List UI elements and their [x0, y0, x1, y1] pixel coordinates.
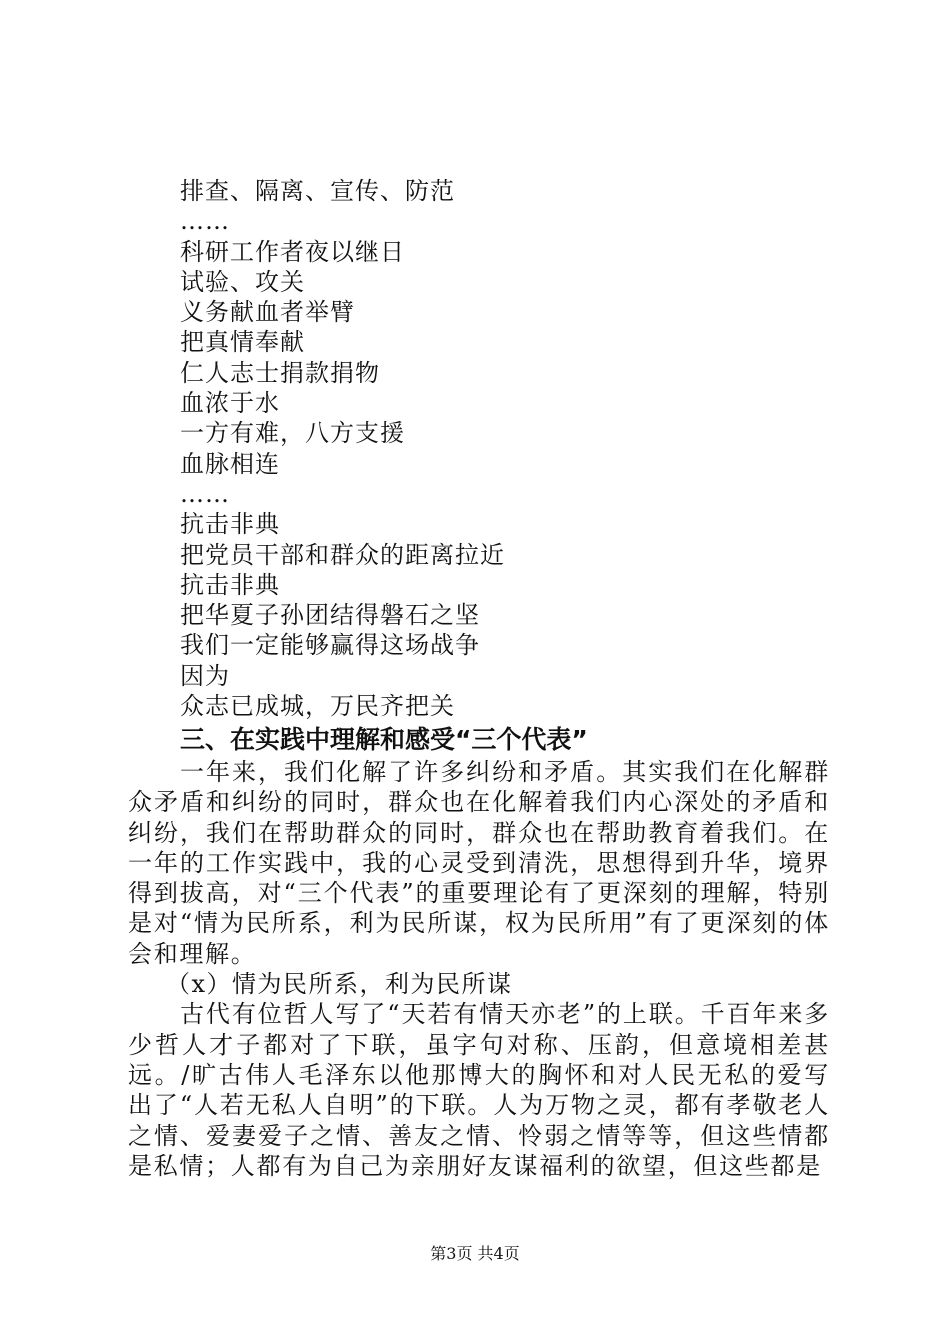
- poem-line: 抗击非典: [180, 570, 280, 599]
- poem-line: 排查、隔离、宣传、防范: [180, 177, 455, 205]
- poem-line: 血脉相连: [180, 449, 280, 478]
- section-heading: 三、在实践中理解和感受“三个代表”: [180, 725, 588, 754]
- body-paragraph: 古代有位哲人写了“天若有情天亦老”的上联。千百年来多少哲人才子都对了下联，虽字句对称、压韵，但意境相差甚远。/旷古伟人毛泽东以他那博大的胸怀和对人民无私的爱写出了“人若无私人自明”的下联。人为万物之灵，都有孝敬老人之情、爱妻爱子之情、善友之情、怜弱之情等等，但这些情都是私情；人都有为自己为亲朋好友谋福利的欲望，但这些都是: [128, 1000, 830, 1180]
- poem-block: [180, 176, 820, 721]
- poem-line: 因为: [180, 661, 230, 690]
- poem-line: 试验、攻关: [180, 267, 305, 296]
- poem-line: 科研工作者夜以继日: [180, 237, 405, 266]
- poem-line: 把真情奉献: [180, 328, 305, 357]
- poem-line: 把党员干部和群众的距离拉近: [180, 540, 505, 569]
- poem-line: 众志已成城，万民齐把关: [180, 692, 455, 721]
- poem-line: 仁人志士捐款捐物: [180, 358, 380, 387]
- poem-line: ……: [180, 207, 230, 236]
- poem-line: ……: [180, 479, 230, 508]
- sub-heading: （x）情为民所系，利为民所谋: [166, 970, 513, 999]
- poem-line: 把华夏子孙团结得磐石之坚: [180, 601, 480, 630]
- body-text: [128, 757, 830, 1181]
- page-footer: 第3页 共4页: [430, 1244, 520, 1263]
- body-paragraph: 一年来，我们化解了许多纠纷和矛盾。其实我们在化解群众矛盾和纠纷的同时，群众也在化解着我们内心深处的矛盾和纠纷，我们在帮助群众的同时，群众也在帮助教育着我们。在一年的工作实践中，我的心灵受到清洗，思想得到升华，境界得到拔高，对“三个代表”的重要理论有了更深刻的理解，特别是对“情为民所系，利为民所谋，权为民所用”有了更深刻的体会和理解。: [128, 758, 830, 968]
- poem-line: 我们一定能够赢得这场战争: [180, 631, 480, 660]
- poem-line: 血浓于水: [180, 389, 280, 418]
- poem-line: 抗击非典: [180, 510, 280, 539]
- poem-line: 义务献血者举臂: [180, 298, 355, 327]
- poem-line: 一方有难，八方支援: [180, 419, 405, 448]
